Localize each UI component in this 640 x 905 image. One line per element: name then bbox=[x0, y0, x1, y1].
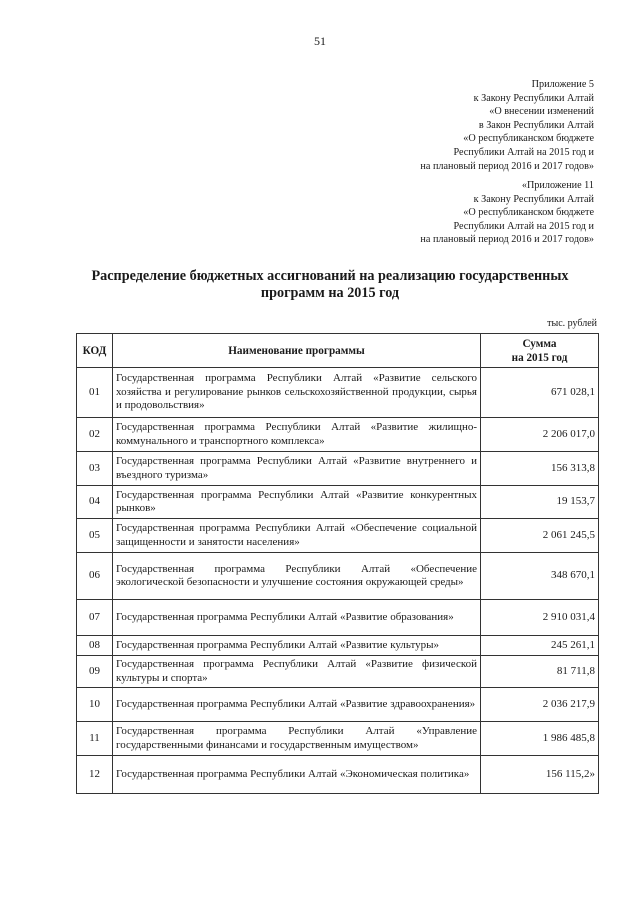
row-sum: 1 986 485,8 bbox=[481, 722, 599, 756]
row-code: 07 bbox=[77, 600, 113, 636]
row-sum: 2 061 245,5 bbox=[481, 519, 599, 553]
row-sum: 2 036 217,9 bbox=[481, 688, 599, 722]
page-number: 51 bbox=[314, 34, 326, 48]
table-row bbox=[77, 636, 599, 656]
table-row bbox=[77, 418, 599, 452]
row-name: Государственная программа Республики Алтай «Обеспечение экологической безопасности и улучшение состояния окружающей среды» bbox=[113, 553, 481, 600]
appendix-11-header bbox=[420, 179, 594, 247]
row-name: Государственная программа Республики Алтай «Экономическая политика» bbox=[113, 756, 481, 794]
row-code: 11 bbox=[77, 722, 113, 756]
appendix-line: «О внесении изменений bbox=[489, 106, 594, 118]
table-row bbox=[77, 722, 599, 756]
row-sum: 2 206 017,0 bbox=[481, 418, 599, 452]
appendix-line: «О республиканском бюджете bbox=[463, 207, 594, 219]
row-name: Государственная программа Республики Алтай «Развитие культуры» bbox=[113, 636, 481, 656]
title-line-1: Распределение бюджетных ассигнований на реализацию государственных bbox=[91, 268, 569, 284]
document-title bbox=[60, 268, 600, 302]
appendix-line: Приложение 5 bbox=[531, 79, 594, 90]
row-code: 08 bbox=[77, 636, 113, 656]
row-code: 03 bbox=[77, 452, 113, 486]
row-name: Государственная программа Республики Алтай «Обеспечение социальной защищенности и занятости населения» bbox=[113, 519, 481, 553]
table-row bbox=[77, 756, 599, 794]
appendix-line: «Приложение 11 bbox=[521, 180, 594, 191]
row-code: 01 bbox=[77, 368, 113, 418]
row-sum: 19 153,7 bbox=[481, 486, 599, 519]
row-code: 12 bbox=[77, 756, 113, 794]
table-row bbox=[77, 486, 599, 519]
row-name: Государственная программа Республики Алтай «Развитие жилищно-коммунального и транспортного комплекса» bbox=[113, 418, 481, 452]
row-sum: 245 261,1 bbox=[481, 636, 599, 656]
table-row bbox=[77, 368, 599, 418]
table-row bbox=[77, 656, 599, 688]
row-name: Государственная программа Республики Алтай «Развитие образования» bbox=[113, 600, 481, 636]
appendix-line: на плановый период 2016 и 2017 годов» bbox=[420, 160, 594, 172]
row-sum: 156 313,8 bbox=[481, 452, 599, 486]
appendix-line: «О республиканском бюджете bbox=[463, 133, 594, 145]
row-name: Государственная программа Республики Алтай «Развитие конкурентных рынков» bbox=[113, 486, 481, 519]
row-sum: 156 115,2» bbox=[481, 756, 599, 794]
appendix-line: на плановый период 2016 и 2017 годов» bbox=[420, 234, 594, 246]
table-row bbox=[77, 519, 599, 553]
row-sum: 348 670,1 bbox=[481, 553, 599, 600]
appendix-line: Республики Алтай на 2015 год и bbox=[453, 220, 594, 232]
row-code: 09 bbox=[77, 656, 113, 688]
header-sum-line-2: на 2015 год bbox=[511, 351, 568, 364]
table-row bbox=[77, 600, 599, 636]
row-sum: 81 711,8 bbox=[481, 656, 599, 688]
row-code: 05 bbox=[77, 519, 113, 553]
row-name: Государственная программа Республики Алтай «Развитие физической культуры и спорта» bbox=[113, 656, 481, 688]
row-name: Государственная программа Республики Алтай «Развитие здравоохранения» bbox=[113, 688, 481, 722]
table-row bbox=[77, 452, 599, 486]
table-row bbox=[77, 553, 599, 600]
appendix-line: к Закону Республики Алтай bbox=[473, 92, 594, 104]
appendix-line: Республики Алтай на 2015 год и bbox=[453, 146, 594, 158]
header-name: Наименование программы bbox=[113, 334, 481, 368]
header-sum bbox=[481, 334, 599, 368]
appendix-line: в Закон Республики Алтай bbox=[478, 119, 594, 131]
header-code: КОД bbox=[77, 334, 113, 368]
budget-table bbox=[76, 333, 599, 794]
row-name: Государственная программа Республики Алтай «Развитие сельского хозяйства и регулирование рынков сельскохозяйственной продукции, сырья и продовольствия» bbox=[113, 368, 481, 418]
row-sum: 2 910 031,4 bbox=[481, 600, 599, 636]
row-code: 04 bbox=[77, 486, 113, 519]
appendix-5-header bbox=[420, 78, 594, 173]
row-name: Государственная программа Республики Алтай «Управление государственными финансами и государственным имуществом» bbox=[113, 722, 481, 756]
appendix-line: к Закону Республики Алтай bbox=[473, 193, 594, 205]
header-sum-line-1: Сумма bbox=[522, 337, 557, 350]
title-line-2: программ на 2015 год bbox=[260, 285, 400, 301]
row-code: 06 bbox=[77, 553, 113, 600]
row-name: Государственная программа Республики Алтай «Развитие внутреннего и въездного туризма» bbox=[113, 452, 481, 486]
units-label: тыс. рублей bbox=[547, 318, 597, 329]
row-code: 02 bbox=[77, 418, 113, 452]
table-row bbox=[77, 688, 599, 722]
row-sum: 671 028,1 bbox=[481, 368, 599, 418]
row-code: 10 bbox=[77, 688, 113, 722]
table-header-row bbox=[77, 334, 599, 368]
